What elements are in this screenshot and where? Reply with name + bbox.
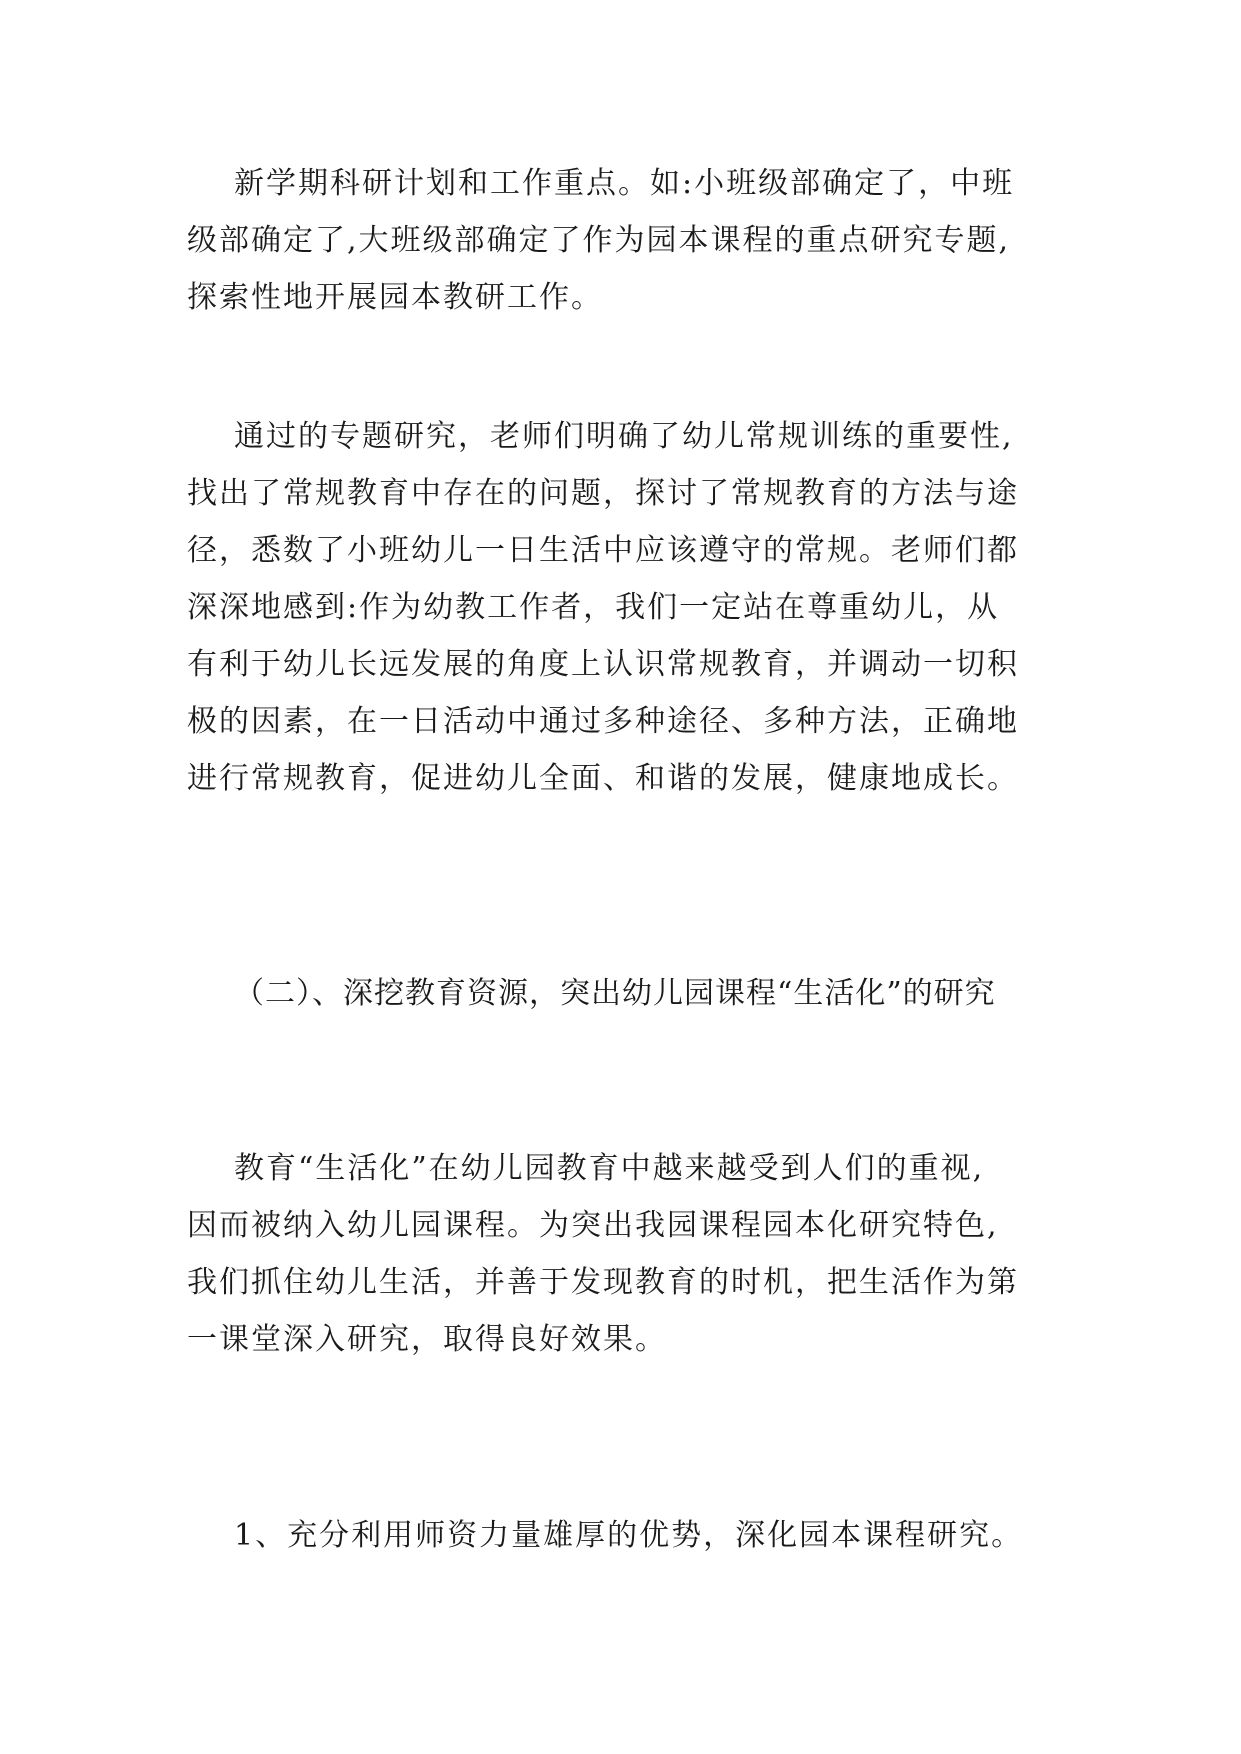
paragraph-3-line-2: 因而被纳入幼儿园课程。为突出我园课程园本化研究特色, (187, 1208, 999, 1243)
paragraph-2-line-2: 找出了常规教育中存在的问题，探讨了常规教育的方法与途 (187, 476, 1019, 511)
paragraph-2-line-6: 极的因素，在一日活动中通过多种途径、多种方法，正确地 (187, 704, 1019, 739)
section-heading-text: （二）、深挖教育资源，突出幼儿园课程“生活化”的研究 (234, 976, 996, 1011)
paragraph-2-line-5: 有利于幼儿长远发展的角度上认识常规教育，并调动一切积 (187, 647, 1019, 682)
paragraph-1-line-1: 新学期科研计划和工作重点。如:小班级部确定了，中班 (234, 166, 1015, 201)
paragraph-1 (187, 155, 1087, 326)
paragraph-2-line-1: 通过的专题研究，老师们明确了幼儿常规训练的重要性, (234, 419, 1014, 454)
list-item-1-text: 1、充分利用师资力量雄厚的优势，深化园本课程研究。 (234, 1518, 1024, 1553)
paragraph-3-line-1: 教育“生活化”在幼儿园教育中越来越受到人们的重视, (234, 1151, 985, 1186)
list-item-1 (187, 1507, 1087, 1564)
paragraph-3 (187, 1140, 1087, 1368)
paragraph-2 (187, 408, 1087, 807)
paragraph-2-line-3: 径，悉数了小班幼儿一日生活中应该遵守的常规。老师们都 (187, 533, 1019, 568)
section-heading (187, 965, 1087, 1022)
paragraph-2-line-7: 进行常规教育，促进幼儿全面、和谐的发展，健康地成长。 (187, 761, 1019, 796)
paragraph-3-line-4: 一课堂深入研究，取得良好效果。 (187, 1322, 667, 1357)
paragraph-2-line-4: 深深地感到:作为幼教工作者，我们一定站在尊重幼儿，从 (187, 590, 1000, 625)
paragraph-1-line-2: 级部确定了,大班级部确定了作为园本课程的重点研究专题, (187, 223, 1011, 258)
paragraph-3-line-3: 我们抓住幼儿生活，并善于发现教育的时机，把生活作为第 (187, 1265, 1019, 1300)
paragraph-1-line-3: 探索性地开展园本教研工作。 (187, 280, 603, 315)
